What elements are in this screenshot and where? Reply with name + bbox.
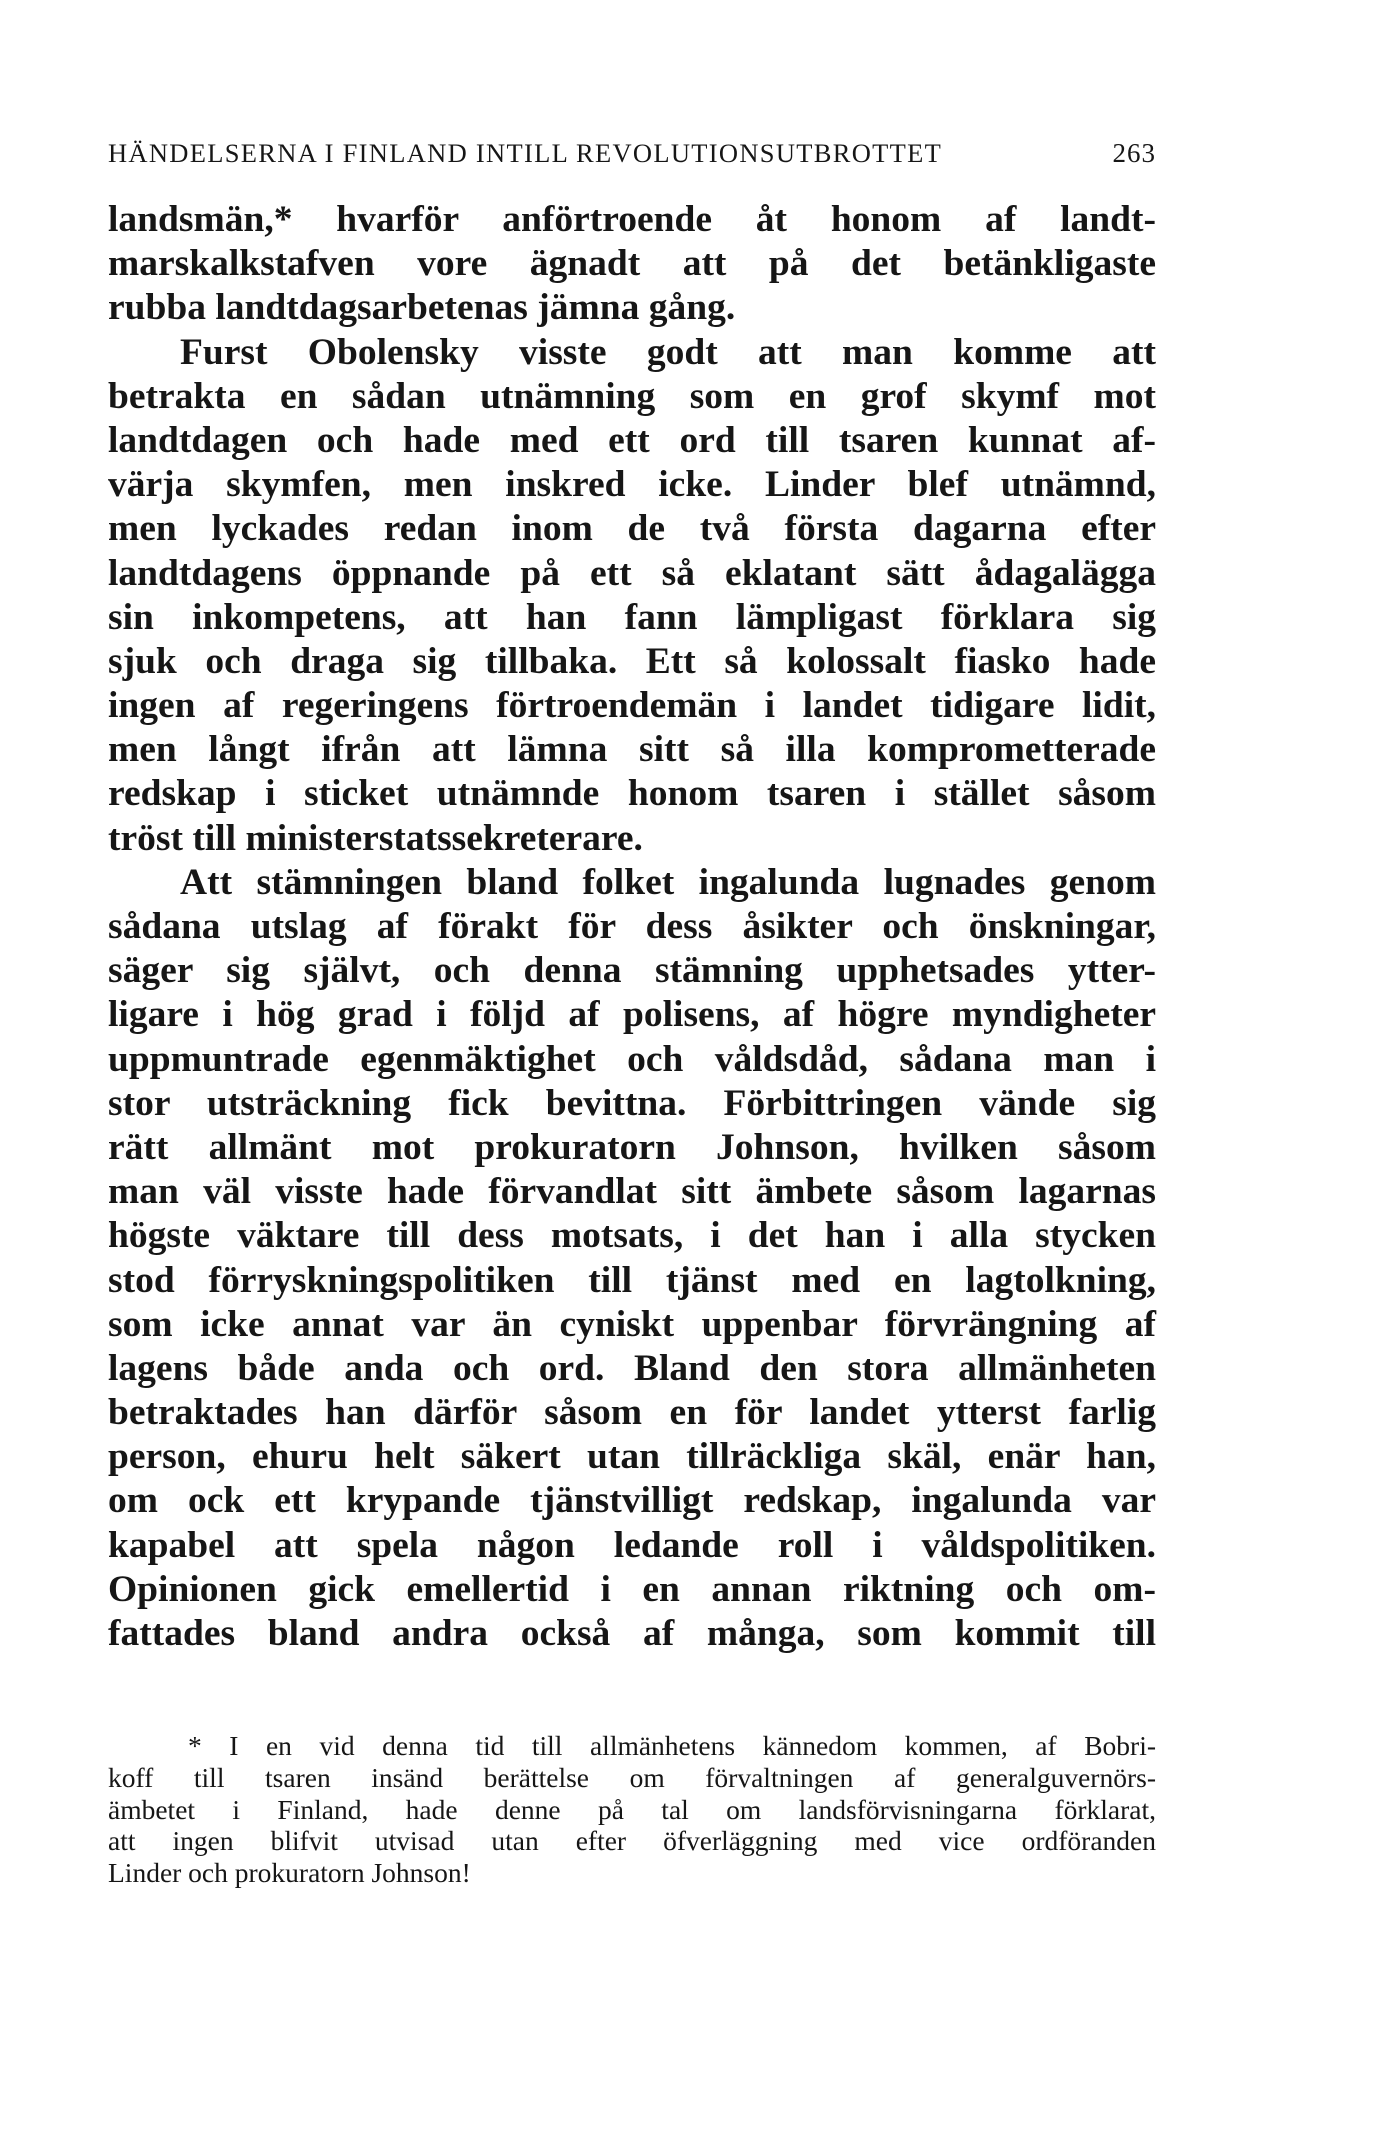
text-line: stod förryskningspolitiken till tjänst med en lagtolkning, xyxy=(108,1259,1156,1301)
footnote-line: att ingen blifvit utvisad utan efter öfverläggning med vice ordföranden xyxy=(108,1825,1156,1857)
body-text xyxy=(108,198,1156,1656)
text-line: Opinionen gick emellertid i en annan riktning och om- xyxy=(108,1568,1156,1610)
text-line: sjuk och draga sig tillbaka. Ett så kolossalt fiasko hade xyxy=(108,640,1156,682)
text-line: säger sig självt, och denna stämning upphetsades ytter- xyxy=(108,950,1156,992)
text-line: redskap i sticket utnämnde honom tsaren i stället såsom xyxy=(108,773,1156,815)
text-line: landtdagen och hade med ett ord till tsaren kunnat af- xyxy=(108,419,1156,461)
footnote-line: Linder och prokuratorn Johnson! xyxy=(108,1857,471,1889)
footnote-line: ämbetet i Finland, hade denne på tal om landsförvisningarna förklarat, xyxy=(108,1793,1156,1825)
text-line: men lyckades redan inom de två första dagarna efter xyxy=(108,508,1156,550)
text-line: Att stämningen bland folket ingalunda lugnades genom xyxy=(180,861,1156,903)
footnote-line: koff till tsaren insänd berättelse om förvaltningen af generalguvernörs- xyxy=(108,1761,1156,1793)
text-line: som icke annat var än cyniskt uppenbar förvrängning af xyxy=(108,1303,1156,1345)
text-line: värja skymfen, men inskred icke. Linder blef utnämnd, xyxy=(108,464,1156,506)
text-line: men långt ifrån att lämna sitt så illa komprometterade xyxy=(108,729,1156,771)
text-line: sådana utslag af förakt för dess åsikter och önskningar, xyxy=(108,906,1156,947)
text-line: om ock ett krypande tjänstvilligt redskap, ingalunda var xyxy=(108,1480,1156,1522)
text-line: stor utsträckning fick bevittna. Förbittringen vände sig xyxy=(108,1082,1156,1124)
running-head xyxy=(108,138,1156,178)
text-line: rubba landtdagsarbetenas jämna gång. xyxy=(108,287,736,329)
text-line: ingen af regeringens förtroendemän i landet tidigare lidit, xyxy=(108,685,1156,727)
text-line: man väl visste hade förvandlat sitt ämbete såsom lagarnas xyxy=(108,1171,1156,1213)
text-line: landsmän,* hvarför anförtroende åt honom af landt- xyxy=(108,199,1156,240)
running-title: HÄNDELSERNA I FINLAND INTILL REVOLUTIONSUTBROTTET xyxy=(108,138,943,168)
footnote-line: * I en vid denna tid till allmänhetens kännedom kommen, af Bobri- xyxy=(188,1730,1156,1761)
text-line: uppmuntrade egenmäktighet och våldsdåd, sådana man i xyxy=(108,1038,1156,1080)
text-line: marskalkstafven vore ägnadt att på det betänkligaste xyxy=(108,243,1156,285)
text-line: sin inkompetens, att han fann lämpligast förklara sig xyxy=(108,596,1156,638)
text-line: tröst till ministerstatssekreterare. xyxy=(108,817,643,859)
text-line: kapabel att spela någon ledande roll i våldspolitiken. xyxy=(108,1524,1156,1566)
text-line: rätt allmänt mot prokuratorn Johnson, hvilken såsom xyxy=(108,1126,1156,1168)
text-line: lagens både anda och ord. Bland den stora allmänheten xyxy=(108,1347,1156,1389)
text-line: Furst Obolensky visste godt att man komme att xyxy=(180,331,1156,373)
text-line: betraktades han därför såsom en för landet ytterst farlig xyxy=(108,1392,1156,1434)
page-number: 263 xyxy=(1112,138,1156,168)
text-line: högste väktare till dess motsats, i det han i alla stycken xyxy=(108,1215,1156,1257)
text-line: fattades bland andra också af många, som kommit till xyxy=(108,1613,1156,1654)
footnote xyxy=(108,1730,1156,1889)
book-page xyxy=(108,0,1156,2149)
text-line: ligare i hög grad i följd af polisens, af högre myndigheter xyxy=(108,994,1156,1036)
text-line: person, ehuru helt säkert utan tillräckliga skäl, enär han, xyxy=(108,1436,1156,1478)
text-line: betrakta en sådan utnämning som en grof skymf mot xyxy=(108,375,1156,417)
text-line: landtdagens öppnande på ett så eklatant sätt ådagalägga xyxy=(108,552,1156,594)
